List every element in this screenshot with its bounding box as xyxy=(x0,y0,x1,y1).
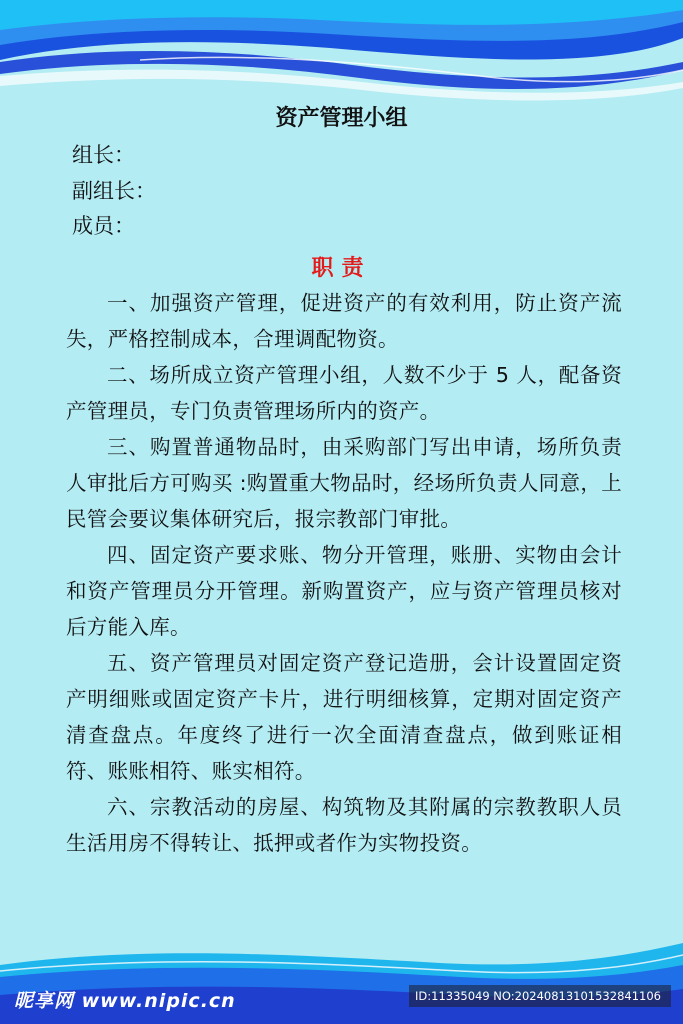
duty-paragraph-4: 四、固定资产要求账、物分开管理，账册、实物由会计和资产管理员分开管理。新购置资产，应与资产管理员核对后方能入库。 xyxy=(66,543,622,639)
leader-label: 组长： xyxy=(72,143,135,167)
duties-heading: 职责 xyxy=(311,256,372,281)
duty-paragraph-3: 三、购置普通物品时，由采购部门写出申请，场所负责人审批后方可购买 :购置重大物品时，经场所负责人同意，上民管会要议集体研究后，报宗教部门审批。 xyxy=(66,435,622,531)
watermark-logo: 昵享网 www.nipic.cn xyxy=(14,990,236,1012)
duty-paragraph-2: 二、场所成立资产管理小组，人数不少于 5 人，配备资产管理员，专门负责管理场所内的资产。 xyxy=(66,363,622,423)
duties-body xyxy=(66,285,622,861)
duty-paragraph-6: 六、宗教活动的房屋、构筑物及其附属的宗教教职人员生活用房不得转让、抵押或者作为实物投资。 xyxy=(66,795,622,855)
duty-paragraph-5: 五、资产管理员对固定资产登记造册，会计设置固定资产明细账或固定资产卡片，进行明细核算，定期对固定资产清查盘点。年度终了进行一次全面清查盘点，做到账证相符、账账相符、账实相符。 xyxy=(66,651,622,783)
duty-paragraph-1: 一、加强资产管理，促进资产的有效利用，防止资产流失，严格控制成本，合理调配物资。 xyxy=(66,291,622,351)
deputy-leader-label: 副组长： xyxy=(72,179,156,203)
page-title: 资产管理小组 xyxy=(275,106,408,131)
members-label: 成员： xyxy=(72,214,135,238)
watermark-id: ID:11335049 NO:20240813101532841106 xyxy=(409,985,671,1007)
top-wave-decoration xyxy=(0,0,683,110)
